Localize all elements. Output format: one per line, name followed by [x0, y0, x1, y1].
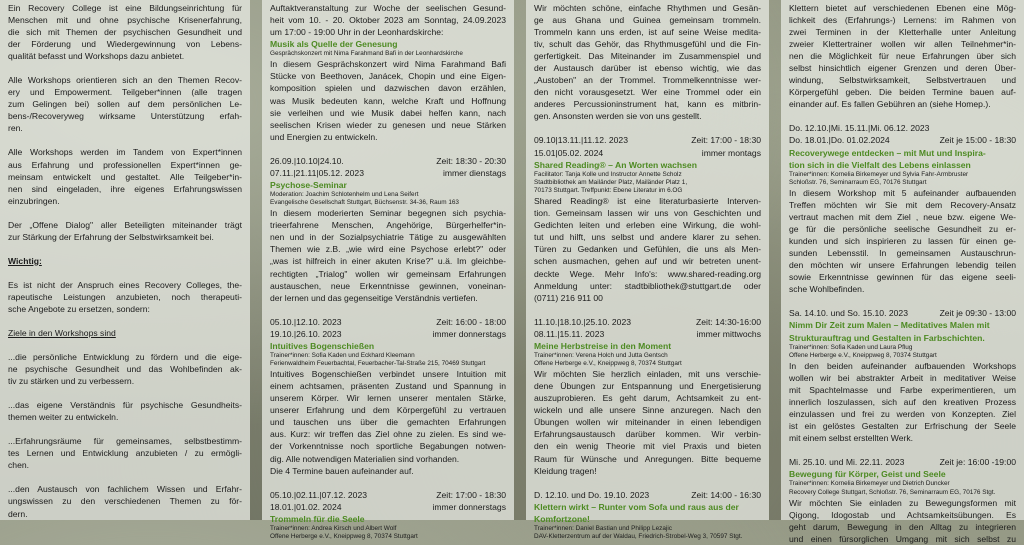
paragraph-intro: [8, 2, 242, 62]
text-line: unserer Erfahrung und dem Körpergefühl zu vertrauen: [270, 405, 506, 416]
text-line: Alle Workshops werden im Tandem von Expert*innen: [8, 147, 242, 158]
text-line: selbst hinsichtlich eigener Grenzen und deren Über-: [789, 63, 1016, 74]
text-line: Die 4 Termine bauen aufeinander auf.: [270, 465, 414, 476]
text-line: ren.: [8, 123, 23, 134]
text-line: ungswissen zu den verschiedenen Themen zu för-: [8, 496, 242, 507]
text-line: In diesem Gesprächskonzert wird Nima Farahmand Bafi: [270, 59, 506, 70]
text-line: einander auf. Es fallen Gebühren an (siehe Homep.).: [789, 99, 991, 110]
text-line: nen die Möglichkeit für neue Erfahrungen über sich: [789, 51, 1016, 62]
text-line: Raum für Wünsche und Anregungen. Bitte bequeme: [534, 453, 761, 464]
text-line: In den beiden aufeinander aufbauenden Workshops: [789, 360, 1016, 371]
event-date: 26.09.|10.10|24.10.: [270, 155, 344, 166]
event-date: 07.11.|21.11|05.12. 2023: [270, 167, 364, 178]
event-bogenschiessen: [270, 316, 506, 477]
event-herbstreise: [534, 316, 761, 477]
text-line: Wir möchten schöne, einfache Rhythmen und Gesän-: [534, 3, 761, 13]
event-trainers: Moderation: Joachim Schlotenhelm und Lena Seifert: [270, 190, 419, 198]
text-line: zwei Terminen in der Kletterhalle unter Anleitung: [789, 27, 1016, 38]
event-dates: [789, 456, 1016, 468]
text-line: kunden und sich inspirieren zu lassen für einen ge-: [789, 236, 1016, 247]
text-line: zweier Klettertrainer wollen wir allen Teilnehmer*in-: [789, 39, 1016, 50]
event-dates: [534, 316, 761, 328]
text-line: komposition spielen und dazwischen davon erzählen,: [270, 83, 506, 94]
event-title: Musik als Quelle der Genesung: [270, 39, 398, 50]
event-psychose-seminar: [270, 155, 506, 304]
event-malen: [789, 307, 1016, 444]
event-time: Zeit: 17:00 - 18:30: [436, 489, 506, 500]
text-line: schen ausmachen, gehen auf und wir betreten unent-: [534, 256, 761, 267]
text-line: Es ist nicht der Anspruch eines Recovery Colleges, the-: [8, 279, 242, 290]
text-line: innerlich loszulassen, sich auf den kreativen Prozess: [789, 397, 1016, 408]
text-line: trieerfahrene Menschen, Angehörige, Bürgerhelfer*in-: [270, 220, 506, 231]
text-line: nen sind eingeladen, ihre eigenes Erfahrungswissen: [8, 183, 242, 194]
event-title: Intuitives Bogenschießen: [270, 340, 375, 351]
text-line: und tauschen uns über die gemachten Erfahrungen: [270, 417, 506, 428]
text-line: ge aus Ghana und Guinea gemeinsam trommeln.: [534, 15, 761, 26]
event-shared-reading: [534, 134, 761, 303]
event-title: Strukturauftrag und Gestalten in Farbschichten.: [789, 332, 985, 343]
text-line: Wir möchten Sie herzlich einladen, mit uns verschie-: [534, 369, 761, 380]
event-title: Meine Herbstreise in den Moment: [534, 340, 672, 351]
program-column-3: [526, 0, 769, 540]
event-time: Zeit je 15:00 - 18:30: [939, 135, 1016, 146]
goal-item: [8, 483, 242, 519]
text-line: gen. Ansonsten werden sie von uns gestellt.: [534, 111, 702, 122]
event-time: Zeit: 16:00 - 18:00: [436, 316, 506, 327]
text-line: Qigong, Idogostab und Achtsamkeitsübungen. Es: [789, 509, 1016, 520]
text-line: gerfertigkeit. Das Miteinander im Zusammenspiel und: [534, 51, 761, 62]
text-line: ne psychische Gesundheit und das Wohlbefinden ak-: [8, 364, 242, 375]
text-line: aus. Kurz: wir treffen das Ziel ohne zu zielen. Es sind we-: [270, 429, 506, 440]
text-line: tut und hilft, uns selbst und andere klarer zu sehen.: [534, 232, 761, 243]
event-klettern: [534, 489, 761, 542]
text-line: rechtigten „Trialog" wollen wir gemeinsam Erfahrungen: [270, 268, 506, 279]
text-line: und Energien zu entwickeln.: [270, 131, 378, 142]
event-location: Recovery College Stuttgart, Schloßstr. 76, Seminarraum EG, 70176 Stgt.: [789, 488, 996, 496]
text-line: In diesem moderierten Seminar begegnen sich psychia-: [270, 208, 506, 219]
event-dates: [789, 307, 1016, 319]
event-dates: [270, 155, 506, 167]
text-line: der Vorkenntnisse noch sportliche Begabungen notwen-: [270, 441, 506, 452]
text-line: Menschen mit und ohne psychische Krisenerfahrung,: [8, 15, 242, 26]
event-trainers: Trainer*innen: Andrea Kirsch und Albert Wolf: [270, 524, 397, 532]
text-line: ...den Austausch von fachlichem Wissen und Erfahr-: [8, 484, 242, 495]
paragraph-dialog: [8, 219, 242, 243]
event-location: Offene Herberge e.V., Kneippweg 8, 70374 Stuttgart: [789, 351, 937, 359]
text-line: Übungen wollen wir miteinander in einen lebendigen: [534, 417, 761, 428]
text-line: auszuprobieren. Es geht darum, Achtsamkeit zu ent-: [534, 393, 761, 404]
paragraph-anspruch: [8, 279, 242, 315]
event-weekday: immer dienstags: [442, 167, 506, 178]
event-date: 05.10.|12.10. 2023: [270, 316, 342, 327]
event-trainers: Trainer*innen: Kornelia Birkemeyer und Sylvia Fahr-Armbruster: [789, 170, 969, 178]
event-dates: [270, 489, 506, 501]
event-weekday: immer donnerstags: [432, 501, 506, 512]
text-line: Anmeldung unter: stadtbibliothek@stuttgart.de oder: [534, 280, 761, 291]
event-date: Mi. 25.10. und Mi. 22.11. 2023: [789, 457, 905, 468]
text-line: wollen wir bei abstrakter Arbeit in meditativer Weise: [789, 373, 1016, 384]
text-line: ge für die persönliche seelische Gesundheit zu er-: [789, 224, 1016, 235]
event-kickoff-intro: [270, 2, 506, 38]
event-weekday: immer mittwochs: [696, 328, 761, 339]
event-time: Zeit: 14:00 - 16:30: [691, 489, 761, 500]
event-location: 70173 Stuttgart. Treffpunkt: Ebene Literatur im 6.OG: [534, 187, 683, 195]
text-line: Erfahrungsaustausch darüber kommen. Wir verbin-: [534, 429, 761, 440]
text-line: Trommeln kann uns erden, ist auf seine Weise medita-: [534, 27, 761, 38]
text-line: sche Angebote zu ersetzen, sondern:: [8, 303, 150, 314]
program-column-4: [781, 0, 1024, 544]
text-line: ...das eigene Verständnis für psychische Gesundheits-: [8, 400, 242, 411]
event-trommeln-description: [534, 2, 761, 122]
text-line: Klettern bietet auf verschiedenen Ebenen eine Mög-: [789, 3, 1016, 13]
text-line: chen.: [8, 460, 30, 471]
text-line: Auftaktveranstaltung zur Woche der seelischen Gesund-: [270, 3, 506, 13]
event-dates: [534, 489, 761, 501]
event-dates: [534, 328, 761, 340]
text-line: ery und Empowerment. Teilgeber*innen (alle tragen: [8, 87, 242, 98]
event-date: 09.10|13.11.|11.12. 2023: [534, 135, 628, 146]
text-line: meinsam entwickelt und gestaltet. Alle Teilgeber*in-: [8, 171, 242, 182]
text-line: heit vom 10. - 20. Oktober 2023 am Sonntag, 24.09.2023: [270, 15, 506, 26]
event-location: Schloßstr. 76, Seminarraum EG, 70176 Stuttgart: [789, 178, 927, 186]
event-trainers: Trainer*innen: Sofia Kaden und Laura Pflug: [789, 343, 913, 351]
event-date: 11.10.|18.10.|25.10. 2023: [534, 316, 632, 327]
text-line: sowie Erkenntnisse gewinnen für das eigene seeli-: [789, 272, 1016, 283]
intro-column: [0, 0, 250, 520]
text-line: ...die persönliche Entwicklung zu fördern und die eige-: [8, 352, 242, 363]
text-line: sunden Lebensstil. In gemeinsamen Austauschrun-: [789, 248, 1016, 259]
text-line: nen und in der Sozialpsychiatrie Tätige zu ausgewählten: [270, 232, 506, 243]
text-line: lichkeit des (Erfahrungs-) Lernens: im Rahmen von: [789, 15, 1016, 26]
text-line: deckte Wege. Mehr Info's: www.shared-reading.org: [534, 268, 761, 279]
event-title: Klettern wirkt – Runter vom Sofa und raus aus der: [534, 501, 739, 512]
event-dates: [534, 147, 761, 159]
event-musik: [270, 38, 506, 143]
event-date: Do. 18.01.|Do. 01.02.2024: [789, 135, 890, 146]
event-location: Offene Herberge e.V., Kneippweg 8, 70374 Stuttgart: [270, 532, 418, 540]
text-line: In diesem Workshop mit 5 aufeinander aufbauenden: [789, 188, 1016, 199]
goal-item: [8, 435, 242, 471]
event-location: Offene Herberge e.V., Kneippweg 8, 70374 Stuttgart: [534, 359, 682, 367]
event-trainers: Trainer*innen: Sofia Kaden und Eckhard Kleemann: [270, 351, 415, 359]
event-title: Psychose-Seminar: [270, 179, 347, 190]
text-line: Stücke von Beethoven, Janácek, Chopin und eine Eigen-: [270, 71, 506, 82]
text-line: tes Lernen und Entwicklung anzubieten / zu ermögli-: [8, 448, 242, 459]
text-line: den möchten wir unsere Erfahrungen lebendig teilen: [789, 260, 1016, 271]
text-line: tion. Gemeinsam lassen wir uns von Geschichten und: [534, 208, 761, 219]
event-date: 19.10.|26.10. 2023: [270, 328, 342, 339]
event-time: Zeit: 17:00 - 18:30: [691, 135, 761, 146]
event-trainers: Trainer*innen: Kornelia Birkemeyer und Dietrich Duncker: [789, 480, 950, 488]
text-line: einem achtsamen, präsenten Zustand und Spannung in: [270, 381, 506, 392]
text-line: um 17:00 - 19:00 Uhr in der Leonhardskirche:: [270, 27, 444, 38]
text-line: ist ein gelöstes Gestalten zur Erfrischung der Seele: [789, 421, 1016, 432]
text-line: „Austoben" an der Trommel. Trommelkenntnisse wer-: [534, 75, 761, 86]
event-date: 15.01|05.02. 2024: [534, 147, 604, 158]
text-line: (0711) 216 911 00: [534, 292, 603, 303]
event-time: Zeit je 09:30 - 13:00: [939, 308, 1016, 319]
text-line: geht darum, Bewegung in den Alltag zu integrieren: [789, 521, 1016, 532]
text-line: tiv, schult das Gehör, das Rhythmusgefühl und die Fin-: [534, 39, 761, 50]
text-line: mit einem selbst erstellten Werk.: [789, 433, 914, 444]
event-dates: [789, 122, 1016, 134]
text-line: windung, Selbstwirksamkeit, Selbstvertrauen und: [789, 75, 1016, 86]
text-line: rapeutische Leistungen anzubieten, noch therapeuti-: [8, 291, 242, 302]
event-title: Komfortzone!: [534, 513, 590, 524]
event-dates: [270, 328, 506, 340]
heading-ziele: Ziele in den Workshops sind: [8, 327, 116, 338]
event-date: 18.01.|01.02. 2024: [270, 501, 342, 512]
event-date: 08.11.|15.11. 2023: [534, 328, 605, 339]
text-line: Kleidung tragen!: [534, 465, 597, 476]
text-line: austauschen, neue Erkenntnisse gewinnen, voneinan-: [270, 280, 506, 291]
text-line: die sich mit Themen der psychischen Gesundheit und: [8, 27, 242, 38]
event-date: Sa. 14.10. und So. 15.10. 2023: [789, 308, 908, 319]
text-line: der lernen und das gegenseitige Verständnis vertiefen.: [270, 292, 478, 303]
event-klettern-description: [789, 2, 1016, 110]
text-line: Der „Offene Dialog" aller Beteiligten miteinander trägt: [8, 219, 242, 230]
event-location: Stadtbibliothek am Mailänder Platz, Mailänder Platz 1,: [534, 178, 688, 186]
text-line: aus Erfahrung und professionellen Expert*innen ge-: [8, 159, 242, 170]
text-line: anderes Percussioninstrument hat, kann es mitbrin-: [534, 99, 761, 110]
event-trommeln: [270, 489, 506, 542]
text-line: Türen zu Gedanken und Gefühlen, die uns als Men-: [534, 244, 761, 255]
program-column-2: [262, 0, 514, 540]
text-line: einzulassen und frei zu werden von Konzepten. Ziel: [789, 409, 1016, 420]
event-dates: [534, 134, 761, 146]
text-line: Wir möchten Sie einladen zu Bewegungsformen mit: [789, 497, 1016, 508]
event-dates: [789, 134, 1016, 146]
text-line: sie verleihen und wie Musik dabei helfen kann, nach: [270, 107, 506, 118]
event-dates: [270, 501, 506, 513]
text-line: und einen fürsorglichen Umgang mit sich selbst zu: [789, 533, 1016, 544]
text-line: den nicht vorausgesetzt. Wer eine Trommel oder ein: [534, 87, 761, 98]
event-trainers: Trainer*innen: Daniel Bastian und Philipp Lezajic: [534, 524, 672, 532]
heading-wichtig: Wichtig:: [8, 255, 42, 266]
event-time: Zeit: 14:30-16:00: [696, 316, 761, 327]
event-title: Nimm Dir Zeit zum Malen – Meditatives Malen mit: [789, 320, 990, 331]
text-line: qualität befasst und Workshops dazu anbietet.: [8, 51, 185, 62]
goal-item: [8, 351, 242, 387]
text-line: vertraut machen mit dem Ziel , neue bzw. eigene We-: [789, 212, 1016, 223]
event-location: Evangelische Gesellschaft Stuttgart, Büchsenstr. 34-36, Raum 163: [270, 199, 459, 207]
paragraph-recovery: [8, 74, 242, 134]
text-line: tiv zu stärken und zu verbessern.: [8, 376, 135, 387]
event-weekday: immer donnerstags: [432, 328, 506, 339]
event-location: DAV-Kletterzentrum auf der Waldau, Friedrich-Strobel-Weg 3, 70597 Stgt.: [534, 532, 743, 540]
text-line: Themen wie z.B. „wie wird eine Psychose erlebt?" oder: [270, 244, 506, 255]
event-title: tion sich in die Vielfalt des Lebens einlassen: [789, 159, 971, 170]
event-bewegung: [789, 456, 1016, 545]
text-line: dene Übungen zur Entspannung und Energetisierung: [534, 381, 761, 392]
text-line: wickeln und alle unsere Sinne anzuregen. Nach den: [534, 405, 761, 416]
event-date: 05.10.|02.11.|07.12. 2023: [270, 489, 368, 500]
text-line: Gedichten leiten und erleben eine Wirkung, die wohl-: [534, 220, 761, 231]
text-line: „was ist hilfreich in einer akuten Krise?" u.ä. Im gleichbe-: [270, 256, 506, 267]
text-line: Ein Recovery College ist eine Bildungseinrichtung für: [8, 3, 242, 13]
event-date: D. 12.10. und Do. 19.10. 2023: [534, 489, 650, 500]
event-weekday: immer montags: [701, 147, 761, 158]
text-line: zur Stärkung der Erfahrung der Selbstwirksamkeit bei.: [8, 231, 214, 242]
text-line: themen weiter zu entwickeln.: [8, 412, 119, 423]
text-line: Shared Reading® ist eine literaturbasierte Interven-: [534, 196, 761, 207]
event-time: Zeit: 18:30 - 20:30: [436, 155, 506, 166]
goal-item: [8, 399, 242, 423]
event-location: Gesprächskonzert mit Nima Farahmand Bafi in der Leonhardskirche: [270, 50, 463, 58]
event-trainers: Trainer*innen: Verena Holch und Jutta Gentsch: [534, 351, 668, 359]
event-title: Trommeln für die Seele: [270, 513, 365, 524]
event-recoverywege: [789, 122, 1016, 295]
event-dates: [270, 316, 506, 328]
text-line: einzubringen.: [8, 195, 60, 206]
text-line: den ein wenig Theorie mit viel Praxis und bieten: [534, 441, 761, 452]
text-line: dig. Alle notwendigen Materialien sind vorhanden.: [270, 453, 460, 464]
event-dates: [270, 167, 506, 179]
paragraph-tandem: [8, 146, 242, 206]
text-line: sche Wohlbefinden.: [789, 284, 865, 295]
text-line: ...Erfahrungsräume für gemeinsames, selbstbestimm-: [8, 436, 242, 447]
text-line: der Förderung und Wiedergewinnung von Lebens-: [8, 39, 242, 50]
text-line: Alle Workshops orientieren sich an den Themen Recov-: [8, 75, 242, 86]
text-line: Körpergefühl geben. Die beiden Termine bauen auf-: [789, 87, 1016, 98]
text-line: zum Gelingen bei) sollen auf dem persönlichen Le-: [8, 99, 242, 110]
text-line: dern.: [8, 508, 28, 519]
text-line: Treffen möchten wir Sie mit dem Recovery-Ansatz: [789, 200, 1016, 211]
text-line: der Austausch darüber ist ebenso wichtig, wie das: [534, 63, 761, 74]
event-time: Zeit je: 16:00 -19:00: [939, 457, 1016, 468]
text-line: Intuitives Bogenschießen verbindet unsere Intuition mit: [270, 369, 506, 380]
text-line: mit Spachtelmasse und Farbe experimentieren, um: [789, 385, 1016, 396]
event-location: Ferienwaldheim Feuerbachtal, Feuerbacher-Tal-Straße 215, 70469 Stuttgart: [270, 359, 486, 367]
text-line: seelischen Krisen wieder zu genesen und neue Stärken: [270, 119, 506, 130]
event-title: Recoverywege entdecken – mit Mut und Inspira-: [789, 147, 986, 158]
event-title: Shared Reading® – An Worten wachsen: [534, 159, 697, 170]
event-date: Do. 12.10.|Mi. 15.11.|Mi. 06.12. 2023: [789, 123, 930, 134]
text-line: unserem Körper. Wir lernen unserer mentalen Stärke,: [270, 393, 506, 404]
event-title: Bewegung für Körper, Geist und Seele: [789, 469, 946, 480]
event-trainers: Facilitator: Tanja Kolle und Instructor Annette Scholz: [534, 170, 682, 178]
text-line: was Musik bedeuten kann, welche Kraft und Hoffnung: [270, 95, 506, 106]
text-line: bens-/Recoveryweg wirksame Unterstützung erfah-: [8, 111, 242, 122]
